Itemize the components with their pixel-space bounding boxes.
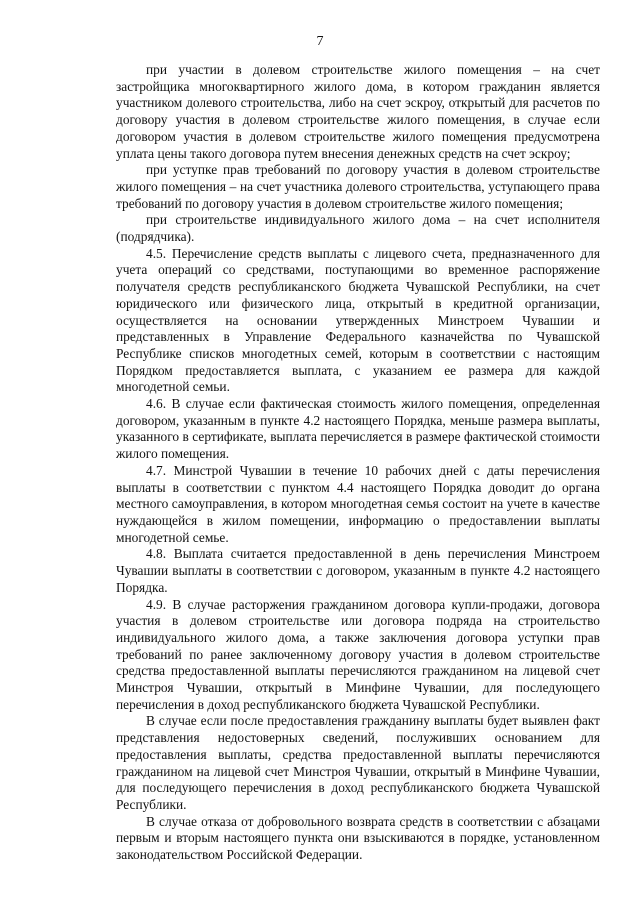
paragraph-refusal-refund: В случае отказа от добровольного возврата средств в соответствии с абзацами первым и вторым настоящего пункта они взыскиваются в порядке, установленном законодательством Российской Федерации. <box>116 813 600 863</box>
paragraph-4-5: 4.5. Перечисление средств выплаты с лицевого счета, предназначенного для учета операций со средствами, поступающими во временное распоряжение получателя средств республиканского бюджета Чувашской Республики, на счет юридического или физического лица, открытый в кредитной организации, осуществляется на основании утвержденных Минстроем Чувашии и представленных в Управление Федерального казначейства по Чувашской Республике списков многодетных семей, которым в соответствии с настоящим Порядком предоставляется выплата, с указанием ее размера для каждой многодетной семьи. <box>116 245 600 395</box>
paragraph-4-8: 4.8. Выплата считается предоставленной в день перечисления Минстроем Чувашии выплаты в соответствии с договором, указанным в пункте 4.2 настоящего Порядка. <box>116 546 600 595</box>
paragraph-4-6: 4.6. В случае если фактическая стоимость жилого помещения, определенная договором, указанным в пункте 4.2 настоящего Порядка, меньше размера выплаты, указанного в сертификате, выплата перечисляется в размере фактической стоимости жилого помещения. <box>116 396 600 462</box>
paragraph-4-7: 4.7. Минстрой Чувашии в течение 10 рабочих дней с даты перечисления выплаты в соответствии с пунктом 4.4 настоящего Порядка доводит до органа местного самоуправления, в котором многодетная семья состоит на учете в качестве нуждающейся в жилом помещении, информацию о предоставлении выплаты многодетной семье. <box>116 462 600 545</box>
paragraph-individual-house: при строительстве индивидуального жилого дома – на счет исполнителя (подрядчика). <box>116 212 600 245</box>
paragraph-4-9: 4.9. В случае расторжения гражданином договора купли-продажи, договора участия в долевом строительстве или договора подряда на строительство индивидуального жилого дома, а также заключения договора уступки прав требований по ранее заключенному договору участия в долевом строительстве средства предоставленной выплаты перечисляются гражданином на лицевой счет Минстроя Чувашии, открытый в Минфине Чувашии, для последующего перечисления в доход республиканского бюджета Чувашской Республики. <box>116 596 600 712</box>
document-body <box>116 62 600 864</box>
page-number: 7 <box>316 34 324 49</box>
paragraph-escrow-payment: при участии в долевом строительстве жилого помещения – на счет застройщика многоквартирного жилого дома, в котором гражданин является участником долевого строительства, либо на счет эскроу, открытый для расчетов по договору участия в долевом строительстве жилого помещения, в случае если договором участия в долевом строительстве жилого помещения предусмотрена уплата цены такого договора путем внесения денежных средств на счет эскроу; <box>116 62 600 161</box>
paragraph-rights-assignment: при уступке прав требований по договору участия в долевом строительстве жилого помещения – на счет участника долевого строительства, уступающего права требований по договору участия в долевом строительстве жилого помещения; <box>116 162 600 211</box>
paragraph-false-information: В случае если после предоставления гражданину выплаты будет выявлен факт представления недостоверных сведений, послуживших основанием для предоставления выплаты, средства предоставленной выплаты перечисляются гражданином на лицевой счет Минстроя Чувашии, открытый в Минфине Чувашии, для последующего перечисления в доход республиканского бюджета Чувашской Республики. <box>116 713 600 812</box>
